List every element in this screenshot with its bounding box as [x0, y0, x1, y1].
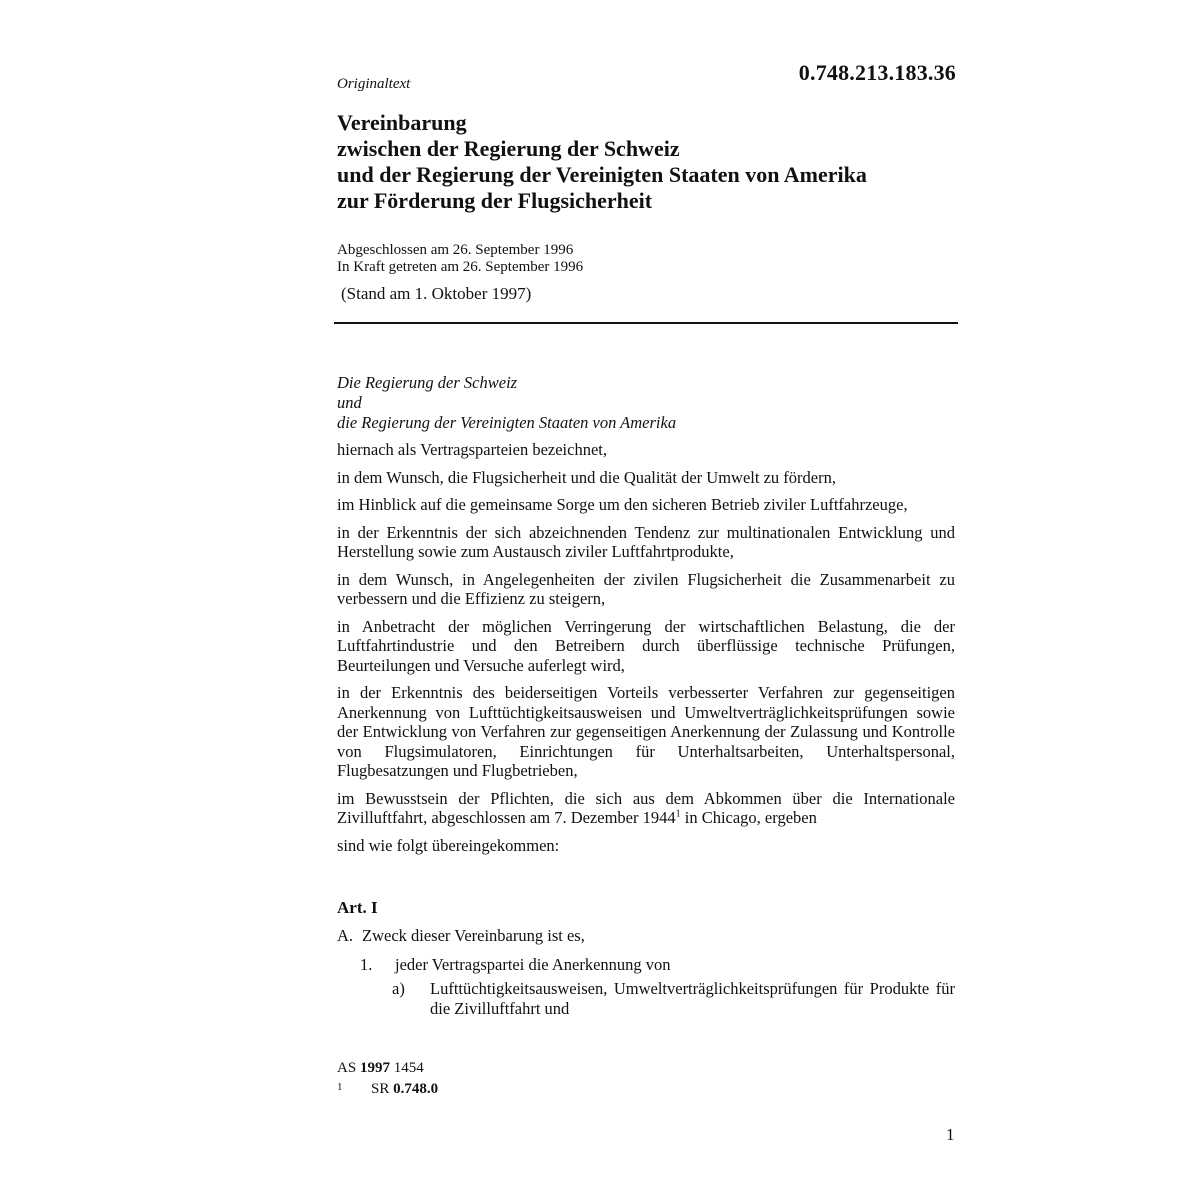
as-prefix: AS — [337, 1060, 357, 1076]
concluded-date: Abgeschlossen am 26. September 1996 — [337, 242, 574, 258]
header-divider — [334, 322, 958, 324]
footnote — [337, 1081, 438, 1098]
sr-number: 0.748.213.183.36 — [798, 60, 956, 85]
status-date: (Stand am 1. Oktober 1997) — [341, 284, 532, 303]
article-item — [360, 955, 671, 975]
preamble-paragraph: in dem Wunsch, in Angelegenheiten der zivilen Flugsicherheit die Zusammenarbeit zu verbessern und die Effizienz zu steigern, — [337, 569, 955, 608]
party-line: und — [337, 393, 362, 412]
article-section — [337, 926, 585, 946]
chicago-text-before: im Bewusstsein der Pflichten, die sich aus dem Abkommen über die Internationale Zivilluftfahrt, abgeschlossen am 7. Dezember 1944 — [337, 788, 955, 827]
section-label: A. — [337, 926, 354, 945]
chicago-text-after: in Chicago, ergeben — [680, 808, 817, 827]
preamble-paragraph: in Anbetracht der möglichen Verringerung der wirtschaftlichen Belastung, die der Luftfahrtindustrie und den Betreibern durch überflüssige technische Prüfungen, Beurteilungen und Versuche auferlegt wird, — [337, 616, 955, 675]
as-page: 1454 — [393, 1060, 424, 1076]
section-text: Zweck dieser Vereinbarung ist es, — [362, 926, 585, 945]
date-block — [337, 242, 583, 276]
footnote-number: 1 — [337, 1081, 343, 1093]
title-line: zwischen der Regierung der Schweiz — [337, 136, 680, 161]
party-line: die Regierung der Vereinigten Staaten von Amerika — [337, 413, 677, 432]
article-heading: Art. I — [337, 898, 378, 917]
title-line: und der Regierung der Vereinigten Staaten von Amerika — [337, 162, 867, 187]
preamble-final: sind wie folgt übereingekommen: — [337, 835, 560, 855]
page-number: 1 — [946, 1125, 955, 1144]
preamble-paragraph: in der Erkenntnis des beiderseitigen Vorteils verbesserter Verfahren zur gegenseitigen Anerkennung von Lufttüchtigkeitsausweisen und Umweltverträglichkeitsprüfungen sowie der Entwicklung von Verfahren zur gegenseitigen Anerkennung der Zulassung und Kontrolle von Flugsimulatoren, Einrichtungen für Unterhaltsarbeiten, Unterhaltspersonal, Flugbesatzungen und Flugbetrieben, — [337, 683, 955, 780]
as-year: 1997 — [359, 1060, 390, 1076]
subitem-label: a) — [392, 979, 405, 998]
title-line: Vereinbarung — [337, 110, 467, 135]
as-reference — [337, 1060, 424, 1077]
item-text: jeder Vertragspartei die Anerkennung von — [395, 955, 671, 974]
preamble-paragraph: im Hinblick auf die gemeinsame Sorge um den sicheren Betrieb ziviler Luftfahrzeuge, — [337, 495, 908, 514]
article-subitem — [392, 979, 955, 1018]
footnote-sr-number: 0.748.0 — [393, 1081, 439, 1097]
subitem-text: Lufttüchtigkeitsausweisen, Umweltverträglichkeitsprüfungen für Produkte für die Zivilluftfahrt und — [430, 979, 955, 1018]
in-force-date: In Kraft getreten am 26. September 1996 — [337, 259, 584, 275]
footnote-prefix: SR — [371, 1081, 390, 1097]
document-title — [337, 110, 977, 214]
preamble-paragraph-chicago — [337, 789, 955, 828]
preamble-paragraph: hiernach als Vertragsparteien bezeichnet, — [337, 440, 607, 459]
title-line: zur Förderung der Flugsicherheit — [337, 188, 653, 213]
party-line: Die Regierung der Schweiz — [337, 373, 518, 392]
preamble-paragraph: in dem Wunsch, die Flugsicherheit und die Qualität der Umwelt zu fördern, — [337, 467, 836, 487]
item-label: 1. — [360, 955, 373, 974]
footnote-reference[interactable]: 1 — [675, 808, 681, 820]
parties-block — [337, 373, 676, 433]
preamble-paragraph: in der Erkenntnis der sich abzeichnenden Tendenz zur multinationalen Entwicklung und Herstellung sowie zum Austausch ziviler Luftfahrtprodukte, — [337, 522, 955, 561]
preamble-body — [337, 440, 955, 863]
original-text-label: Originaltext — [337, 76, 411, 92]
